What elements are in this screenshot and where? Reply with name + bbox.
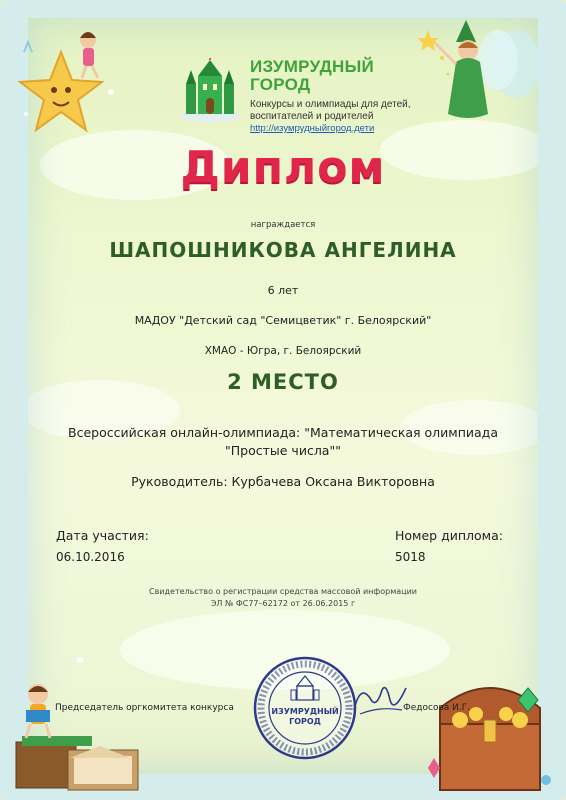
logo-title [250, 58, 374, 94]
registration-text: Свидетельство о регистрации средства массовой информации [149, 587, 417, 596]
stamp-text-line2: ГОРОД [289, 717, 321, 726]
registration-number: ЭЛ № ФС77–62172 от 26.06.2015 г [210, 599, 356, 608]
date-label: Дата участия: [56, 528, 149, 543]
place-award: 2 МЕСТО [227, 370, 339, 394]
leader: Руководитель: Курбачева Оксана Викторовна [131, 474, 435, 489]
diploma-number-label: Номер диплома: [395, 528, 503, 543]
signature-mark [350, 680, 410, 722]
organization: МАДОУ "Детский сад "Семицветик" г. Белоярский" [134, 314, 432, 327]
treasure-chest-illustration [420, 668, 560, 798]
logo-description-line: Конкурсы и олимпиады для детей, [250, 99, 411, 110]
logo-title-line: ИЗУМРУДНЫЙ [250, 57, 375, 76]
fairy-illustration [418, 14, 548, 132]
signer-name: Федосова И.Г. [403, 703, 471, 713]
olympiad-title-line: Всероссийская онлайн-олимпиада: "Математическая олимпиада [68, 425, 498, 440]
logo-description [250, 99, 411, 123]
logo-url-link[interactable]: http://изумрудныйгород.дети [250, 123, 375, 134]
region: ХМАО - Югра, г. Белоярский [204, 345, 362, 357]
castle-stamp-icon [253, 656, 357, 760]
olympiad-title-line: "Простые числа"" [225, 443, 341, 458]
diploma-number-value: 5018 [395, 550, 426, 564]
olympiad-title [50, 424, 516, 460]
emerald-castle-icon [178, 58, 242, 122]
logo-description-line: воспитателей и родителей [250, 111, 374, 122]
logo-title-line: ГОРОД [250, 75, 311, 94]
date-value: 06.10.2016 [56, 550, 125, 564]
awarded-label: награждается [250, 220, 316, 230]
recipient-age: 6 лет [267, 284, 299, 297]
chair-label: Председатель оргкомитета конкурса [55, 703, 234, 713]
books-girl-illustration [8, 650, 153, 795]
star-girl-illustration [6, 22, 132, 140]
stamp-text-line1: ИЗУМРУДНЫЙ [271, 707, 339, 716]
recipient-name: ШАПОШНИКОВА АНГЕЛИНА [109, 238, 457, 262]
diploma-title: Диплом [180, 142, 386, 193]
